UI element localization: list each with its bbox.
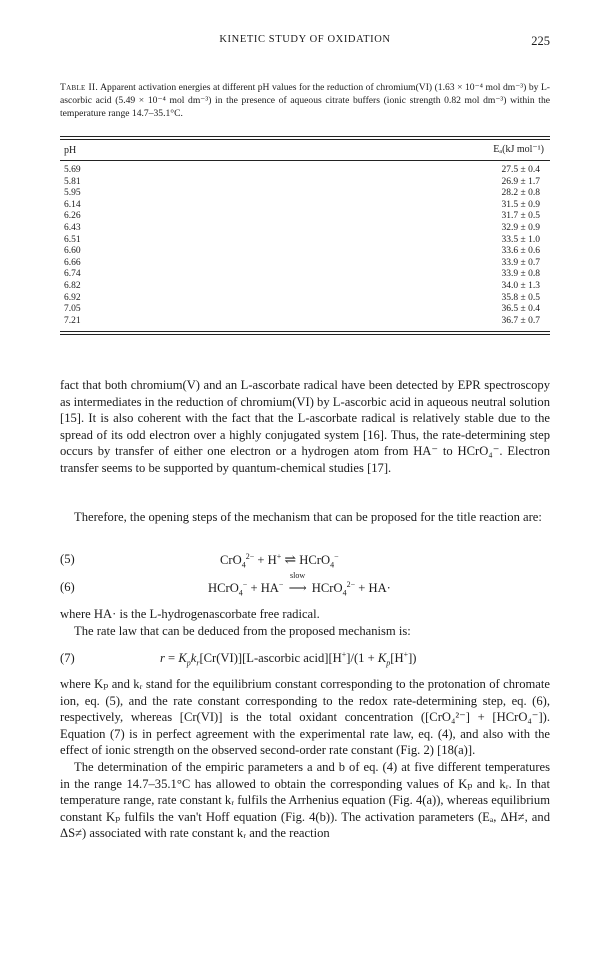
table-row — [60, 269, 550, 281]
cell-ea: 33.9 ± 0.7 — [501, 257, 540, 268]
cell-ph: 6.82 — [64, 280, 81, 291]
equation-6 — [60, 571, 550, 598]
paragraph-1: fact that both chromium(V) and an L-ascorbate radical have been detected by EPR spectroscopy as intermediates in the reduction of chromium(VI) by L-ascorbic acid in aqueous neutral solution [15]. It is also coherent with the fact that the L-ascorbate radical is relatively stable due to the spread of its odd electron over a highly conjugated system [16]. Thus, the rate-determining step occurs by transfer of either one electron or a hydrogen atom from HA⁻ to HCrO₄⁻. Electron transfer seems to be supported by quantum-chemical studies [17]. — [60, 378, 550, 475]
table-bottom-rule — [60, 331, 550, 332]
cell-ph: 5.69 — [64, 165, 81, 175]
running-title: KINETIC STUDY OF OXIDATION — [219, 34, 391, 45]
paragraph-2: Therefore, the opening steps of the mechanism that can be proposed for the title reaction are: — [74, 510, 542, 524]
table-caption — [60, 81, 550, 121]
cell-ea: 36.5 ± 0.4 — [501, 304, 540, 315]
table-header — [60, 140, 550, 160]
cell-ph: 6.43 — [64, 222, 81, 233]
equation-5-number: (5) — [60, 552, 75, 566]
table-row — [60, 246, 550, 258]
table-bottom-rule-2 — [60, 334, 550, 335]
table-row — [60, 188, 550, 200]
cell-ph: 6.92 — [64, 292, 81, 303]
cell-ph: 6.14 — [64, 199, 81, 210]
cell-ea: 27.5 ± 0.4 — [501, 165, 540, 175]
cell-ea: 33.5 ± 1.0 — [501, 234, 540, 245]
column-header-ph: pH — [64, 145, 77, 156]
cell-ph: 6.26 — [64, 211, 81, 222]
cell-ph: 7.05 — [64, 304, 81, 315]
equation-6-slow-label: slow — [290, 571, 306, 580]
table-caption-label: Table II. — [60, 82, 99, 93]
cell-ph: 6.51 — [64, 234, 81, 245]
table-row — [60, 293, 550, 305]
table-row — [60, 200, 550, 212]
table-row — [60, 316, 550, 328]
table-row — [60, 258, 550, 270]
equation-7-body: $r = K_pk_r[Cr(VI)][L$-ascorbic acid][H+]/(1 + $K_p[H^+]$) — [160, 649, 417, 668]
cell-ea: 36.7 ± 0.7 — [501, 315, 540, 326]
table-row — [60, 304, 550, 316]
cell-ph: 6.66 — [64, 257, 81, 268]
table-body — [60, 161, 550, 327]
equation-6-number: (6) — [60, 580, 75, 594]
cell-ea: 33.6 ± 0.6 — [501, 246, 540, 257]
table-row — [60, 211, 550, 223]
cell-ph: 5.81 — [64, 176, 81, 187]
running-head — [60, 34, 550, 50]
column-header-ea: Eₐ(kJ mol⁻¹) — [493, 144, 544, 155]
data-table — [60, 136, 550, 335]
cell-ea: 32.9 ± 0.9 — [501, 222, 540, 233]
equation-7 — [60, 651, 550, 669]
cell-ph: 6.60 — [64, 246, 81, 257]
cell-ea: 33.9 ± 0.8 — [501, 269, 540, 280]
paragraph-5: where Kₚ and kᵣ stand for the equilibrium constant corresponding to the protonation of chromate ion, eq. (5), and the rate constant corresponding to the redox rate-determining step, eq. (6), respectively, whereas [Cr(VI)] is the total oxidant concentration ([CrO₄²⁻] + [HCrO₄⁻]). Equation (7) is in perfect agreement with the experimental rate law, eq. (4), and also with the effect of ionic strength on the observed second-order rate constant (Fig. 2) [18(a)]. The determination of the empiric parameters a and b of eq. (4) at five different temperatures in the range 14.7–35.1°C has allowed to obtain the corresponding values of Kₚ and kᵣ. In that temperature range, rate constant kᵣ fulfils the Arrhenius equation (Fig. 4(a)), whereas equilibrium constant Kₚ fulfils the van't Hoff equation (Fig. 4(b)). The activation parameters (Eₐ, ΔH≠, and ΔS≠) associated with rate constant kᵣ and the reaction — [60, 677, 550, 841]
table-row — [60, 165, 550, 177]
cell-ph: 5.95 — [64, 188, 81, 199]
table-top-rule — [60, 136, 550, 137]
cell-ph: 7.21 — [64, 315, 81, 326]
table-row — [60, 235, 550, 247]
equation-5 — [60, 552, 550, 570]
cell-ea: 28.2 ± 0.8 — [501, 188, 540, 199]
table-row — [60, 177, 550, 189]
table-caption-text: Apparent activation energies at different pH values for the reduction of chromium(VI) (1.63 × 10⁻⁴ mol dm⁻³) by L-ascorbic acid (5.49 × 10⁻⁴ mol dm⁻³) in the presence of aqueous citrate buffers (ionic strength 0.82 mol dm⁻³) within the temperature range 14.7–35.1°C. — [60, 82, 550, 120]
cell-ea: 26.9 ± 1.7 — [501, 176, 540, 187]
page-number: 225 — [531, 34, 550, 48]
cell-ea: 31.5 ± 0.9 — [501, 199, 540, 210]
paragraph-3: where HA· is the L-hydrogenascorbate free radical. The rate law that can be deduced from the proposed mechanism is: — [60, 607, 411, 638]
equation-5-body: CrO$_4^{2-}$ + H+ ⇌ HCrO$_4$− — [220, 551, 339, 570]
cell-ea: 31.7 ± 0.5 — [501, 211, 540, 222]
equation-7-number: (7) — [60, 651, 75, 665]
equation-6-body: HCrO$_4$− + HA− slow ⟶ HCrO$_4^{2-}$ + HA· — [208, 571, 391, 598]
cell-ph: 6.74 — [64, 269, 81, 280]
table-row — [60, 281, 550, 293]
table-row — [60, 223, 550, 235]
cell-ea: 35.8 ± 0.5 — [501, 292, 540, 303]
cell-ea: 34.0 ± 1.3 — [501, 280, 540, 291]
